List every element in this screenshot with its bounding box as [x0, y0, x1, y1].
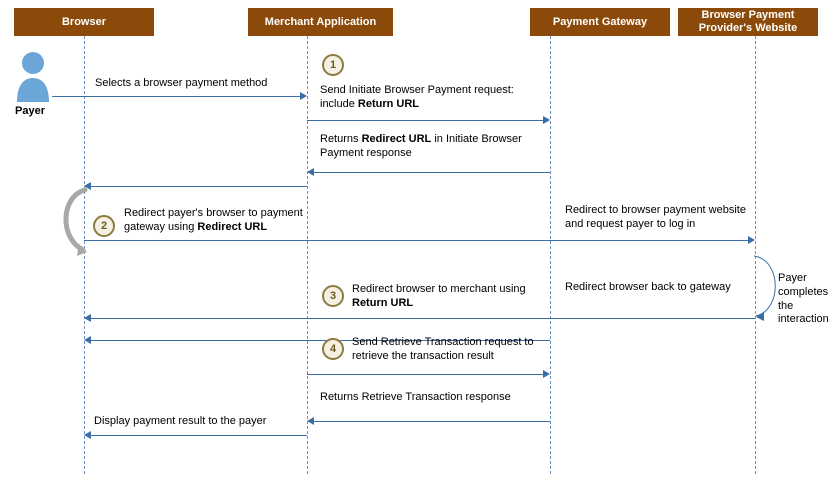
- message-line-initiate-browser-payment: [307, 120, 543, 121]
- lane-header-gateway: [530, 8, 670, 36]
- avatar: [13, 50, 53, 107]
- lane-header-gateway-label: Payment Gateway: [552, 15, 648, 28]
- lane-header-browser: [14, 8, 154, 36]
- message-label-redirect-payer-browser: Redirect payer's browser to payment gateway using Redirect URL: [124, 207, 303, 233]
- arrowhead-right: [300, 92, 307, 100]
- message-line-selects-payment-method: [52, 96, 300, 97]
- arrowhead-left: [84, 336, 91, 344]
- arrowhead-left: [307, 168, 314, 176]
- lane-header-provider: [678, 8, 818, 36]
- message-label-redirect-back-to-gateway: Redirect browser back to gateway: [565, 281, 731, 293]
- message-label-payer-completes-interaction: Payer completes the interaction: [778, 272, 829, 326]
- lifeline-gateway: [550, 36, 551, 474]
- message-line-retrieve-transaction-request: [307, 374, 543, 375]
- message-label-redirect-url-response: Returns Redirect URL in Initiate Browser Payment response: [320, 133, 522, 159]
- message-label-initiate-browser-payment: Send Initiate Browser Payment request: include Return URL: [320, 84, 514, 110]
- lane-header-browser-label: Browser: [61, 15, 107, 28]
- lifeline-merchant: [307, 36, 308, 474]
- message-line-retrieve-transaction-response: [314, 421, 550, 422]
- message-line-display-payment-result: [91, 435, 307, 436]
- message-label-selects-payment-method: Selects a browser payment method: [95, 77, 268, 89]
- browser-self-loop-curve: [55, 186, 95, 263]
- lane-header-merchant-label: Merchant Application: [264, 15, 377, 28]
- arrowhead-right: [543, 370, 550, 378]
- arrowhead-left: [84, 431, 91, 439]
- step-badge-3: 3: [322, 285, 344, 307]
- message-label-redirect-browser-to-merchant: Redirect browser to merchant using Return URL: [352, 283, 526, 309]
- message-line-redirect-url-response: [314, 172, 550, 173]
- message-line-redirect-back-to-gateway: [91, 318, 755, 319]
- arrowhead-left: [84, 314, 91, 322]
- message-label-retrieve-transaction-request: Send Retrieve Transaction request to retrieve the transaction result: [352, 336, 534, 362]
- lane-header-provider-label: Browser Payment Provider's Website: [698, 9, 798, 34]
- step-badge-1: 1: [322, 54, 344, 76]
- message-line-redirect-to-provider: [84, 240, 748, 241]
- actor-label-payer: Payer: [15, 105, 45, 117]
- lane-header-merchant: [248, 8, 393, 36]
- message-label-redirect-to-provider: Redirect to browser payment website and request payer to log in: [565, 204, 746, 230]
- message-line-redirect-payer-browser: [91, 186, 307, 187]
- arrowhead-right: [748, 236, 755, 244]
- message-label-retrieve-transaction-response: Returns Retrieve Transaction response: [320, 391, 511, 403]
- message-label-display-payment-result: Display payment result to the payer: [94, 415, 267, 427]
- step-badge-4: 4: [322, 338, 344, 360]
- arrowhead-right: [543, 116, 550, 124]
- step-badge-2: 2: [93, 215, 115, 237]
